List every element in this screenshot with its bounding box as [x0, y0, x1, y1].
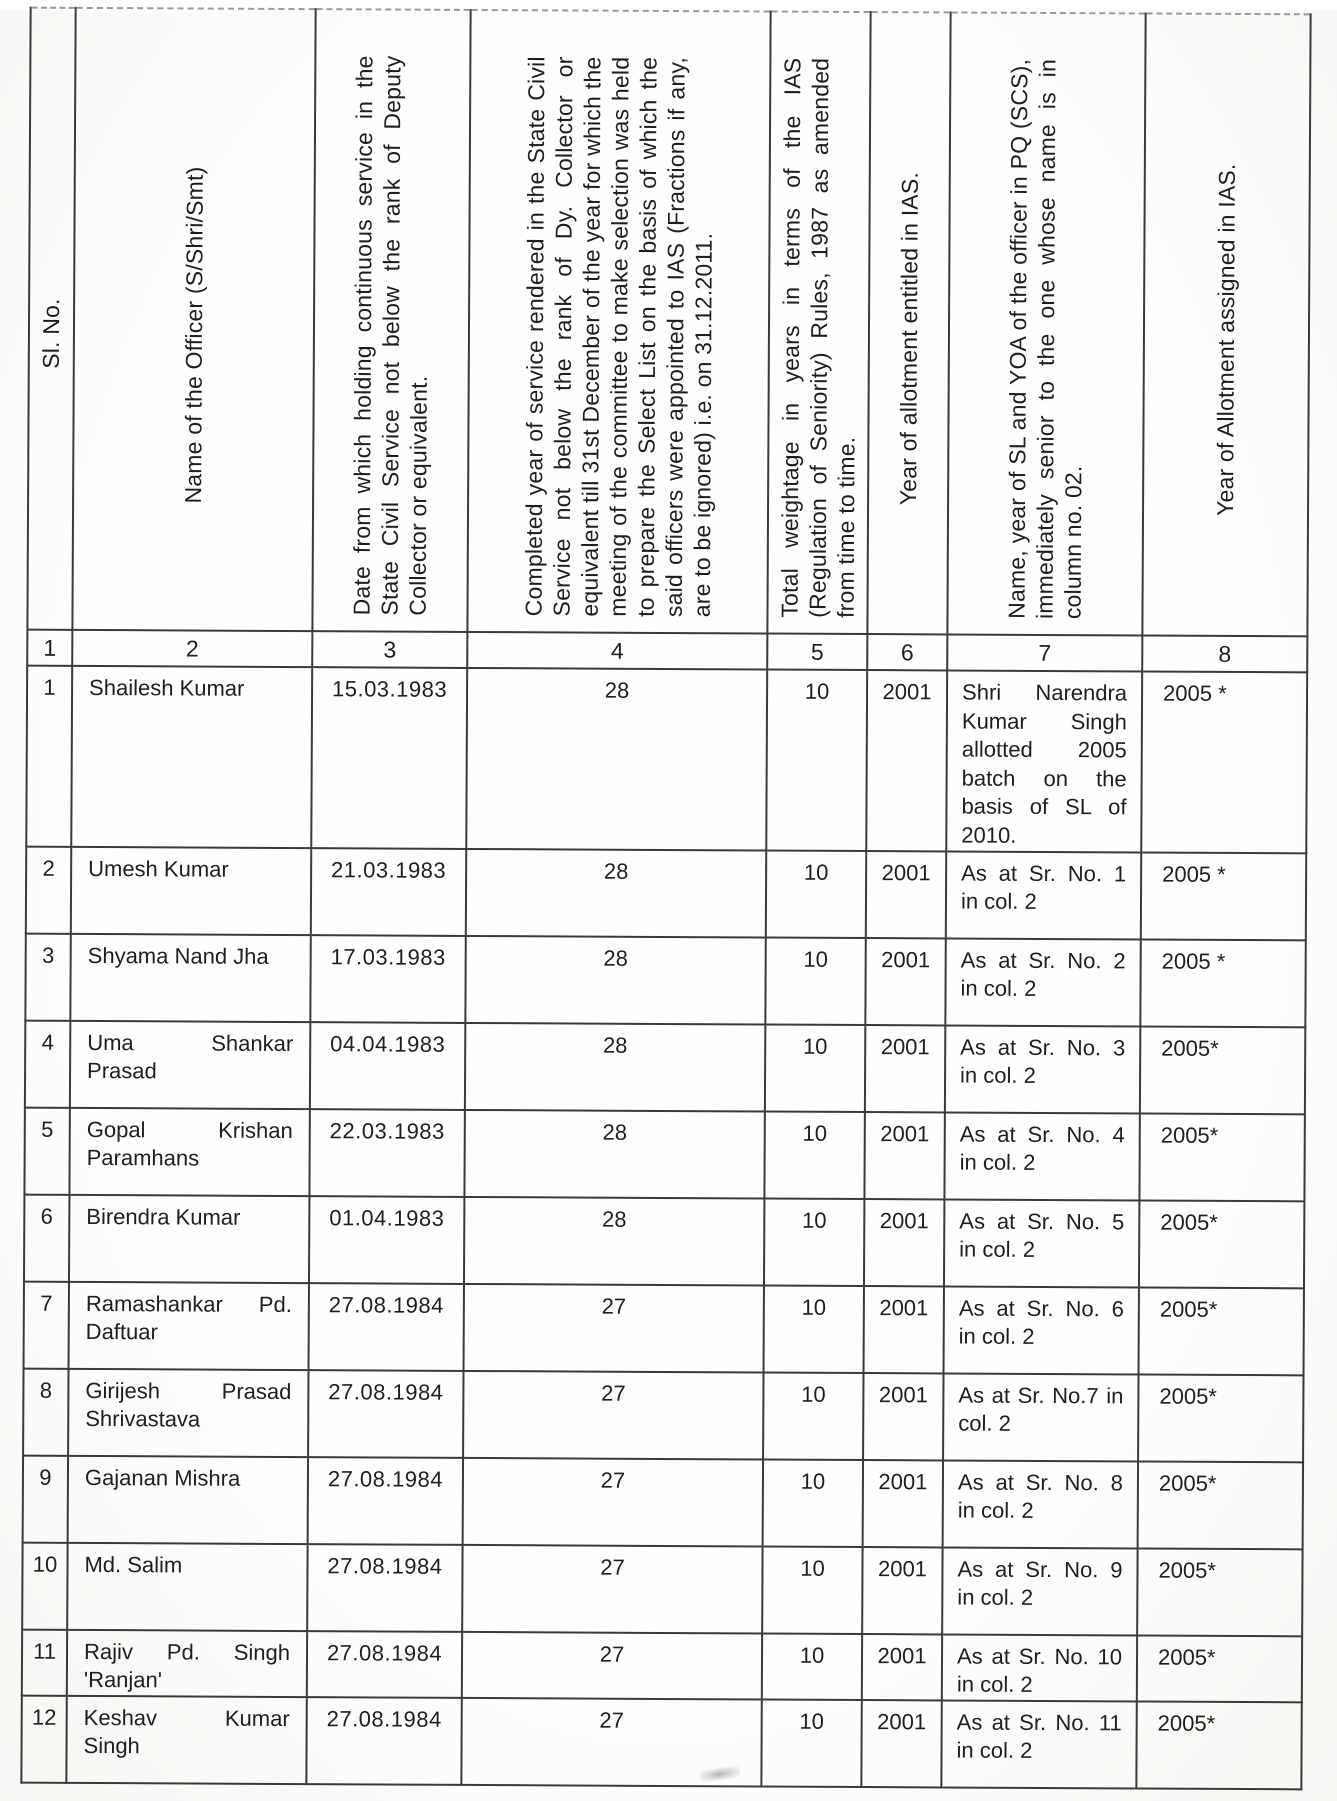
- cell-weightage: 10: [761, 1699, 861, 1787]
- column-number: 3: [312, 631, 467, 668]
- cell-year-entitled: 2001: [864, 1199, 944, 1286]
- table-row: [24, 1194, 1304, 1288]
- cell-completed-years: 27: [464, 1283, 764, 1372]
- cell-year-entitled: 2001: [862, 1547, 942, 1634]
- cell-officer-name: Umesh Kumar: [71, 846, 311, 934]
- cell-sl-no: 9: [23, 1455, 68, 1542]
- cell-year-assigned: 2005*: [1137, 1635, 1302, 1702]
- header-year-entitled: [867, 12, 950, 634]
- cell-date: 15.03.1983: [311, 667, 467, 848]
- cell-completed-years: 28: [466, 668, 767, 850]
- cell-sl-no: 3: [25, 933, 70, 1020]
- cell-date: 27.08.1984: [308, 1457, 463, 1545]
- cell-completed-years: 27: [461, 1698, 761, 1787]
- header-year-assigned: [1142, 13, 1310, 636]
- header-year-entitled-label: Year of allotment entitled in IAS.: [895, 171, 923, 505]
- cell-officer-name: Girijesh Prasad Shrivastava: [68, 1368, 308, 1456]
- cell-year-entitled: 2001: [862, 1634, 942, 1701]
- cell-senior-officer: Shri Narendra Kumar Singh allotted 2005 batch on the basis of SL of 2010.: [946, 670, 1142, 852]
- cell-senior-officer: As at Sr. No. 1 in col. 2: [946, 851, 1141, 939]
- cell-date: 27.08.1984: [309, 1283, 464, 1371]
- cell-weightage: 10: [763, 1459, 863, 1547]
- cell-senior-officer: As at Sr. No. 8 in col. 2: [943, 1460, 1138, 1548]
- cell-year-entitled: 2001: [864, 1286, 944, 1373]
- scanned-page: [0, 7, 1337, 1791]
- cell-weightage: 10: [764, 1111, 864, 1199]
- cell-weightage: 10: [763, 1372, 863, 1460]
- cell-sl-no: 1: [26, 666, 72, 847]
- cell-senior-officer: As at Sr. No. 4 in col. 2: [944, 1112, 1139, 1200]
- cell-year-assigned: 2005 *: [1140, 939, 1305, 1027]
- cell-year-assigned: 2005*: [1138, 1374, 1303, 1462]
- cell-year-assigned: 2005 *: [1141, 852, 1306, 940]
- table-row: [25, 933, 1305, 1027]
- cell-completed-years: 27: [463, 1457, 763, 1546]
- table-row: [23, 1368, 1303, 1462]
- seniority-table: [20, 7, 1311, 1790]
- header-continuous-service-date-label: Date from which holding continuous service in the State Civil Service not below the rank of Deputy Collector or equivalent.: [348, 55, 433, 616]
- header-officer-name-label: Name of the Officer (S/Shri/Smt): [180, 165, 208, 504]
- cell-date: 22.03.1983: [309, 1109, 464, 1197]
- cell-officer-name: Keshav Kumar Singh: [66, 1696, 306, 1784]
- cell-date: 27.08.1984: [307, 1544, 462, 1632]
- cell-senior-officer: As at Sr. No. 6 in col. 2: [944, 1286, 1139, 1374]
- cell-senior-officer: As at Sr. No. 3 in col. 2: [945, 1025, 1140, 1113]
- cell-sl-no: 4: [25, 1020, 70, 1107]
- column-number: 2: [72, 630, 312, 667]
- cell-sl-no: 7: [24, 1281, 69, 1368]
- column-number: 1: [27, 630, 72, 666]
- cell-year-entitled: 2001: [866, 670, 947, 851]
- table-row: [24, 1281, 1304, 1375]
- header-completed-years-label: Completed year of service rendered in the State Civil Service not below the rank of Dy. Collector or equivalent till 31st December of the year for which the meeting of the committee to make selection was held to prepare the Select List on the basis of which the said officers were appointed to IAS (Fractions if any, are to be ignored) i.e. on 31.12.2011.: [520, 56, 717, 618]
- cell-year-entitled: 2001: [861, 1700, 941, 1787]
- cell-sl-no: 10: [22, 1542, 67, 1629]
- cell-year-assigned: 2005*: [1137, 1548, 1302, 1636]
- cell-year-assigned: 2005*: [1139, 1287, 1304, 1375]
- cell-year-entitled: 2001: [865, 938, 945, 1025]
- cell-sl-no: 8: [23, 1368, 68, 1455]
- cell-completed-years: 27: [462, 1544, 762, 1633]
- table-row: [22, 1542, 1302, 1636]
- cell-officer-name: Gajanan Mishra: [68, 1455, 308, 1543]
- cell-weightage: 10: [765, 937, 865, 1025]
- header-total-weightage-label: Total weightage in years in terms of the IAS (Regulation of Seniority) Rules, 1987 as amended from time to time.: [776, 57, 860, 618]
- cell-year-assigned: 2005*: [1140, 1026, 1305, 1114]
- cell-completed-years: 28: [464, 1196, 764, 1285]
- cell-year-assigned: 2005*: [1138, 1461, 1303, 1549]
- cell-senior-officer: As at Sr. No. 2 in col. 2: [945, 938, 1140, 1026]
- table-row: [22, 1629, 1302, 1702]
- header-year-assigned-label: Year of Allotment assigned in IAS.: [1212, 163, 1241, 517]
- cell-completed-years: 27: [463, 1370, 763, 1459]
- cell-date: 27.08.1984: [307, 1631, 462, 1698]
- column-number: 4: [467, 632, 767, 670]
- cell-year-assigned: 2005 *: [1141, 671, 1307, 852]
- cell-date: 21.03.1983: [311, 848, 466, 936]
- cell-year-entitled: 2001: [865, 1025, 945, 1112]
- cell-officer-name: Shyama Nand Jha: [70, 933, 310, 1021]
- cell-officer-name: Uma Shankar Prasad: [70, 1020, 310, 1108]
- cell-senior-officer: As at Sr. No.7 in col. 2: [943, 1373, 1138, 1461]
- cell-senior-officer: As at Sr. No. 10 in col. 2: [942, 1634, 1137, 1701]
- cell-sl-no: 12: [21, 1695, 66, 1782]
- header-officer-name: [72, 8, 315, 631]
- cell-senior-officer: As at Sr. No. 11 in col. 2: [941, 1700, 1136, 1788]
- cell-date: 27.08.1984: [308, 1370, 463, 1458]
- header-senior-officer: [947, 12, 1145, 635]
- cell-sl-no: 2: [26, 846, 71, 933]
- column-number: 6: [867, 634, 947, 670]
- cell-date: 04.04.1983: [310, 1022, 465, 1110]
- table-row: [25, 1020, 1305, 1114]
- cell-weightage: 10: [766, 670, 867, 851]
- table-header: [27, 8, 1310, 673]
- header-total-weightage: [767, 12, 870, 635]
- column-number: 5: [767, 634, 867, 671]
- cell-officer-name: Md. Salim: [67, 1542, 307, 1630]
- cell-year-entitled: 2001: [866, 851, 946, 938]
- header-sl-no-label: Sl. No.: [38, 298, 65, 370]
- cell-weightage: 10: [762, 1546, 862, 1634]
- cell-weightage: 10: [762, 1633, 862, 1700]
- cell-sl-no: 5: [24, 1107, 69, 1194]
- header-row: [27, 8, 1310, 637]
- table-row: [26, 666, 1307, 853]
- cell-officer-name: Birendra Kumar: [69, 1194, 309, 1282]
- cell-senior-officer: As at Sr. No. 5 in col. 2: [944, 1199, 1139, 1287]
- cell-weightage: 10: [764, 1285, 864, 1373]
- cell-year-entitled: 2001: [863, 1373, 943, 1460]
- cell-year-entitled: 2001: [864, 1112, 944, 1199]
- cell-year-entitled: 2001: [863, 1460, 943, 1547]
- header-sl-no: [27, 8, 75, 630]
- cell-officer-name: Rajiv Pd. Singh 'Ranjan': [67, 1629, 307, 1696]
- cell-year-assigned: 2005*: [1139, 1200, 1304, 1288]
- cell-weightage: 10: [765, 1024, 865, 1112]
- cell-year-assigned: 2005*: [1136, 1701, 1301, 1789]
- cell-date: 27.08.1984: [306, 1697, 461, 1785]
- cell-date: 17.03.1983: [310, 935, 465, 1023]
- cell-officer-name: Ramashankar Pd. Daftuar: [69, 1281, 309, 1369]
- table-row: [21, 1695, 1301, 1789]
- cell-completed-years: 28: [465, 1023, 765, 1112]
- cell-senior-officer: As at Sr. No. 9 in col. 2: [942, 1547, 1137, 1635]
- column-number: 8: [1142, 635, 1307, 672]
- header-senior-officer-label: Name, year of SL and YOA of the officer in PQ (SCS), immediately senior to the one whose name is in column no. 02.: [1003, 58, 1087, 620]
- table-row: [23, 1455, 1303, 1549]
- cell-completed-years: 28: [466, 849, 766, 938]
- cell-completed-years: 27: [462, 1631, 762, 1699]
- cell-weightage: 10: [766, 850, 866, 938]
- cell-year-assigned: 2005*: [1139, 1113, 1304, 1201]
- column-number: 7: [947, 634, 1142, 671]
- cell-weightage: 10: [764, 1198, 864, 1286]
- cell-officer-name: Gopal Krishan Paramhans: [69, 1107, 309, 1195]
- cell-completed-years: 28: [465, 936, 765, 1025]
- table-body: [21, 666, 1307, 1789]
- header-continuous-service-date: [312, 9, 470, 632]
- cell-officer-name: Shailesh Kumar: [71, 666, 312, 848]
- cell-sl-no: 11: [22, 1629, 67, 1695]
- header-completed-years: [467, 10, 770, 634]
- table-row: [26, 846, 1306, 940]
- cell-sl-no: 6: [24, 1194, 69, 1281]
- cell-completed-years: 28: [464, 1109, 764, 1198]
- cell-date: 01.04.1983: [309, 1196, 464, 1284]
- table-row: [24, 1107, 1304, 1201]
